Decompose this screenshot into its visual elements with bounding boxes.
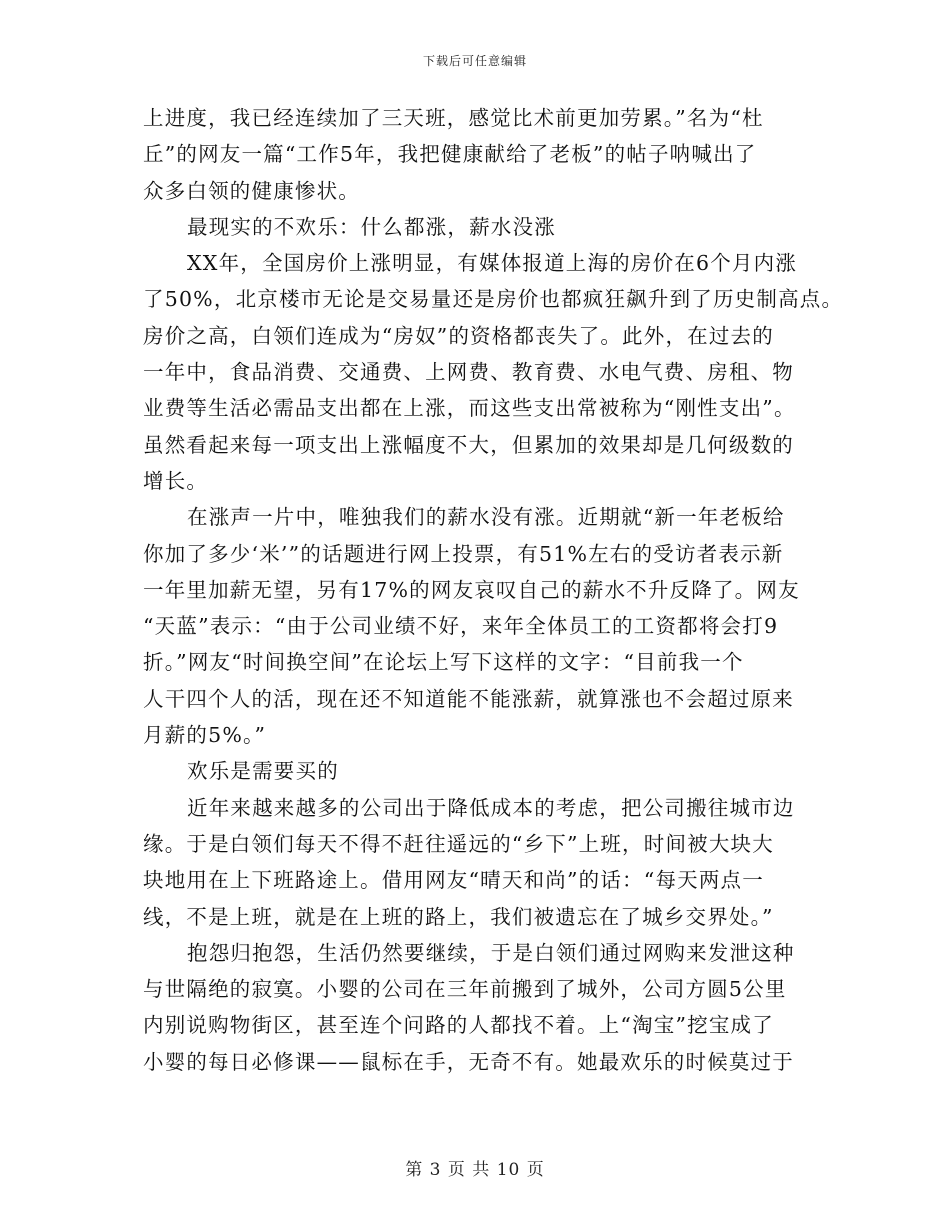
text-line: 折。”网友“时间换空间”在论坛上写下这样的文字：“目前我一个 <box>143 650 744 675</box>
text-line: 丘”的网友一篇“工作5年，我把健康献给了老板”的帖子呐喊出了 <box>143 142 757 167</box>
text-line: 在涨声一片中，唯独我们的薪水没有涨。近期就“新一年老板给 <box>187 505 785 530</box>
text-line: 人干四个人的活，现在还不知道能不能涨薪，就算涨也不会超过原来 <box>143 686 794 711</box>
text-line: 近年来越来越多的公司出于降低成本的考虑，把公司搬往城市边 <box>187 795 795 820</box>
text-line: 抱怨归抱怨，生活仍然要继续，于是白领们通过网购来发泄这种 <box>187 940 795 965</box>
text-line: 块地用在上下班路途上。借用网友“晴天和尚”的话：“每天两点一 <box>143 868 764 893</box>
text-line: 你加了多少‘米’”的话题进行网上投票，有51%左右的受访者表示新 <box>143 541 784 566</box>
text-line: 上进度，我已经连续加了三天班，感觉比术前更加劳累。”名为“杜 <box>143 106 764 130</box>
text-line: 了50%，北京楼市无论是交易量还是房价也都疯狂飙升到了历史制高点。 <box>143 287 844 312</box>
text-line: 房价之高，白领们连成为“房奴”的资格都丧失了。此外，在过去的 <box>143 323 774 348</box>
text-line: 业费等生活必需品支出都在上涨，而这些支出常被称为“刚性支出”。 <box>143 396 796 421</box>
text-line: 与世隔绝的寂寞。小婴的公司在三年前搬到了城外，公司方圆5公里 <box>143 977 787 1002</box>
text-line: XX年，全国房价上涨明显，有媒体报道上海的房价在6个月内涨 <box>187 251 798 276</box>
text-line: 众多白领的健康惨状。 <box>143 178 360 203</box>
page-header: 下载后可任意编辑 <box>422 54 527 68</box>
page-footer: 第 3 页 共 10 页 <box>405 1160 545 1180</box>
text-line: 一年里加薪无望，另有17%的网友哀叹自己的薪水不升反降了。网友 <box>143 577 800 602</box>
text-line: “天蓝”表示：“由于公司业绩不好，来年全体员工的工资都将会打9 <box>143 614 779 639</box>
text-line: 内别说购物街区，甚至连个问路的人都找不着。上“淘宝”挖宝成了 <box>143 1013 774 1038</box>
text-line: 欢乐是需要买的 <box>187 759 339 784</box>
text-line: 虽然看起来每一项支出上涨幅度不大，但累加的效果却是几何级数的 <box>143 432 794 457</box>
text-line: 月薪的5%。” <box>143 723 267 748</box>
text-line: 增长。 <box>143 468 209 493</box>
text-line: 最现实的不欢乐：什么都涨，薪水没涨 <box>187 214 556 239</box>
text-line: 缘。于是白领们每天不得不赶往遥远的“乡下”上班，时间被大块大 <box>143 831 774 856</box>
text-line: 线，不是上班，就是在上班的路上，我们被遗忘在了城乡交界处。” <box>143 904 774 929</box>
text-line: 小婴的每日必修课——鼠标在手，无奇不有。她最欢乐的时候莫过于 <box>143 1049 794 1074</box>
document-body <box>143 100 844 1080</box>
text-line: 一年中，食品消费、交通费、上网费、教育费、水电气费、房租、物 <box>143 360 794 385</box>
